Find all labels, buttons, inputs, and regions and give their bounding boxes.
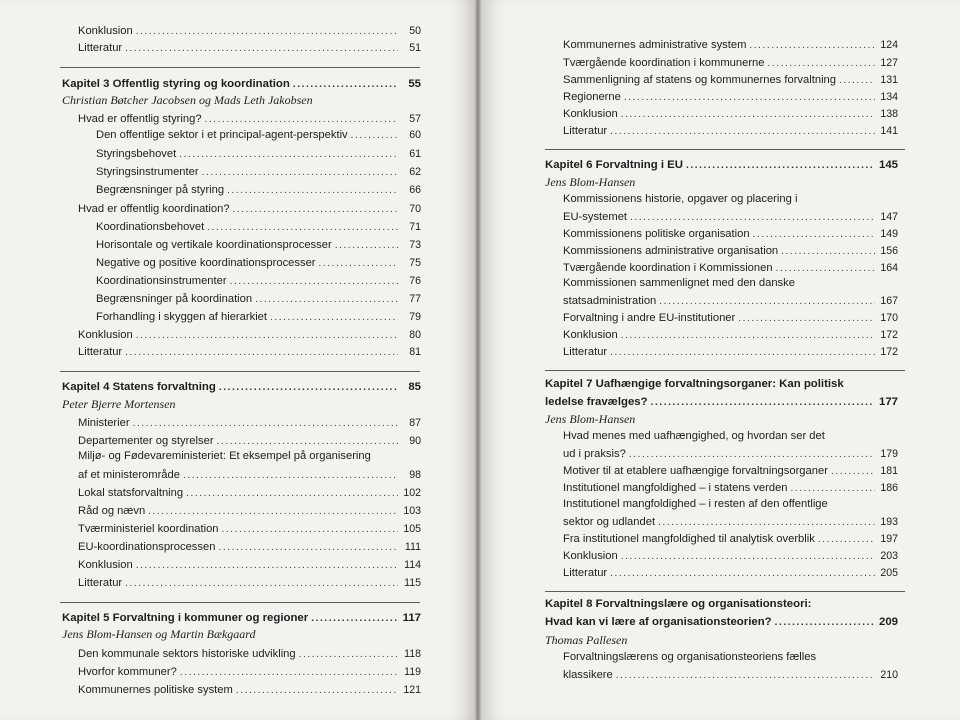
toc-entry [563,107,898,122]
toc-entry-page: 164 [880,262,898,274]
toc-entry [563,515,898,530]
toc-entry-page: 79 [409,311,421,323]
toc-entry-line1: Kommissionen sammenlignet med den danske [563,277,795,289]
chapter-heading-page: 55 [408,78,421,90]
toc-entry-page: 114 [404,559,421,571]
toc-entry [563,668,898,683]
toc-entry [563,311,898,326]
toc-entry-title: Litteratur [78,346,123,358]
toc-entry-page: 115 [404,577,421,589]
toc-entry-page: 90 [409,435,421,447]
toc-entry-title: Styringsbehovet [96,148,177,160]
toc-entry-leader [629,448,875,462]
toc-entry-page: 111 [404,541,421,553]
toc-entry-leader [186,487,398,501]
toc-entry-page: 75 [409,257,421,269]
toc-entry-title: statsadministration [563,295,657,307]
chapter-heading [545,615,898,630]
chapter-heading [545,158,898,173]
toc-entry-leader [217,435,398,449]
toc-entry-leader [738,312,875,326]
toc-entry-page: 172 [880,346,898,358]
toc-entry [563,345,898,360]
toc-entry-title: Litteratur [78,577,123,589]
toc-entry [96,128,421,143]
chapter-authors: Jens Blom-Hansen [545,175,636,189]
toc-entry-leader [205,113,398,127]
toc-entry-line1: Forvaltningslærens og organisationsteoriens fælles [563,651,817,663]
toc-entry-page: 61 [409,148,421,160]
toc-entry-leader [202,166,398,180]
chapter-rule [545,370,905,371]
toc-entry [78,486,421,501]
toc-entry-title: Begrænsninger på koordination [96,293,253,305]
toc-entry-leader [133,417,398,431]
chapter-heading-page: 177 [878,396,898,408]
toc-entry-leader [624,91,875,105]
chapter-heading-leader [651,396,874,410]
toc-entry-line1: Kommissionens historie, opgaver og placering i [563,193,798,205]
toc-entry-page: 77 [409,293,421,305]
right-page [481,0,960,720]
toc-entry-page: 127 [880,57,898,69]
toc-entry-page: 70 [409,203,421,215]
toc-entry-title: Departementer og styrelser [78,435,214,447]
toc-entry-leader [179,148,398,162]
toc-entry [563,481,898,496]
toc-entry [563,38,898,53]
chapter-heading-title: Kapitel 6 Forvaltning i EU [545,159,683,171]
toc-entry-title: Konklusion [563,329,618,341]
left-page [0,0,475,720]
chapter-heading-title: Kapitel 5 Forvaltning i kommuner og regioner [62,612,309,624]
toc-entry [563,56,898,71]
toc-entry-page: 149 [880,228,898,240]
chapter-rule [545,149,905,150]
toc-entry-page: 147 [880,211,898,223]
toc-entry-title: Kommunernes administrative system [563,39,747,51]
chapter-heading-title: Kapitel 3 Offentlig styring og koordination [62,78,290,90]
toc-entry-title: Konklusion [78,329,133,341]
toc-entry [78,328,421,343]
toc-entry-page: 134 [880,91,898,103]
toc-entry-leader [630,211,875,225]
toc-entry-page: 87 [409,417,421,429]
toc-entry [78,41,421,56]
toc-entry-page: 118 [404,648,421,660]
toc-entry-leader [218,541,398,555]
chapter-rule [60,602,420,603]
toc-entry-leader [749,39,875,53]
toc-entry-leader [621,108,875,122]
chapter-heading [62,380,421,395]
chapter-heading-page: 85 [408,381,421,393]
toc-entry [78,112,421,127]
chapter-rule [545,591,905,592]
toc-entry-leader [136,329,398,343]
toc-entry-leader [230,275,398,289]
toc-entry [78,504,421,519]
toc-entry-leader [125,346,398,360]
chapter-heading-leader [219,381,398,395]
toc-entry-leader [659,295,875,309]
toc-entry-line1: Miljø- og Fødevareministeriet: Et eksempel på organisering [78,450,371,462]
toc-entry-leader [319,257,398,271]
toc-entry-leader [767,57,875,71]
toc-entry-title: sektor og udlandet [563,516,656,528]
toc-entry [563,532,898,547]
chapter-heading [62,611,421,626]
toc-entry-title: Konklusion [563,550,618,562]
chapter-rule [60,67,420,68]
toc-entry [78,558,421,573]
toc-entry-page: 141 [880,125,898,137]
toc-entry-leader [125,577,398,591]
toc-entry-page: 62 [409,166,421,178]
toc-entry-title: Tværgående koordination i Kommissionen [563,262,773,274]
toc-entry [96,310,421,325]
toc-entry-page: 186 [880,482,898,494]
toc-entry-title: Sammenligning af statens og kommunernes forvaltning [563,74,836,86]
toc-entry-page: 124 [880,39,898,51]
toc-entry-page: 138 [880,108,898,120]
toc-entry-page: 131 [880,74,898,86]
chapter-heading-leader [686,159,874,173]
toc-entry-leader [839,74,875,88]
toc-entry-title: Den offentlige sektor i et principal-agent-perspektiv [96,129,348,141]
toc-entry-leader [207,221,398,235]
toc-entry-page: 66 [409,184,421,196]
toc-entry-title: Litteratur [563,567,608,579]
toc-entry-title: Motiver til at etablere uafhængige forvaltningsorganer [563,465,828,477]
toc-entry-page: 80 [409,329,421,341]
toc-entry [563,124,898,139]
toc-entry [96,165,421,180]
toc-entry-leader [351,129,398,143]
toc-entry-leader [227,184,398,198]
toc-entry [563,464,898,479]
toc-entry [563,227,898,242]
toc-entry [96,256,421,271]
chapter-rule [60,371,420,372]
toc-entry-title: Negative og positive koordinationsprocesser [96,257,316,269]
toc-entry [563,261,898,276]
toc-entry-page: 105 [403,523,421,535]
toc-entry-title: Kommissionens administrative organisation [563,245,779,257]
toc-entry-leader [621,550,875,564]
toc-entry-title: Begrænsninger på styring [96,184,225,196]
toc-entry-page: 121 [403,684,421,696]
toc-entry-page: 193 [880,516,898,528]
toc-entry-page: 81 [409,346,421,358]
toc-entry-page: 51 [409,42,421,54]
toc-entry-title: Koordinationsinstrumenter [96,275,227,287]
toc-entry [78,202,421,217]
toc-entry-leader [233,203,398,217]
toc-entry-page: 156 [880,245,898,257]
toc-entry-leader [818,533,875,547]
chapter-heading [62,77,421,92]
toc-entry-leader [335,239,398,253]
toc-entry-title: af et ministerområde [78,469,180,481]
chapter-heading-title: Hvad kan vi lære af organisationsteorien? [545,616,772,628]
toc-entry-leader [136,25,398,39]
toc-entry-page: 73 [409,239,421,251]
toc-entry [563,73,898,88]
toc-entry-page: 103 [403,505,421,517]
toc-entry-title: Regionerne [563,91,621,103]
toc-entry-page: 71 [409,221,421,233]
toc-entry [78,24,421,39]
toc-entry-page: 179 [880,448,898,460]
toc-entry-leader [236,684,398,698]
toc-entry-title: Litteratur [563,346,608,358]
toc-entry-page: 205 [880,567,898,579]
toc-entry-page: 172 [880,329,898,341]
toc-entry-title: Råd og nævn [78,505,146,517]
toc-entry-title: Fra institutionel mangfoldighed til analytisk overblik [563,533,815,545]
toc-entry [78,540,421,555]
toc-entry-title: Litteratur [78,42,123,54]
toc-entry-title: Konklusion [563,108,618,120]
toc-entry-leader [270,311,398,325]
toc-entry [563,549,898,564]
chapter-heading-page: 209 [878,616,898,628]
chapter-heading-line1: Kapitel 7 Uafhængige forvaltningsorganer: Kan politisk [545,378,844,390]
chapter-authors: Peter Bjerre Mortensen [62,397,176,411]
toc-entry-title: Forvaltning i andre EU-institutioner [563,312,736,324]
toc-entry-title: Ministerier [78,417,130,429]
toc-entry [78,434,421,449]
chapter-heading-line1: Kapitel 8 Forvaltningslære og organisationsteori: [545,598,812,610]
toc-entry [96,274,421,289]
toc-entry-line1: Institutionel mangfoldighed – i resten af den offentlige [563,498,828,510]
toc-entry-title: Hvad er offentlig koordination? [78,203,230,215]
toc-entry-page: 203 [880,550,898,562]
toc-entry [78,576,421,591]
toc-entry-line1: Hvad menes med uafhængighed, og hvordan ser det [563,430,825,442]
toc-entry-title: Forhandling i skyggen af hierarkiet [96,311,268,323]
toc-entry-page: 76 [409,275,421,287]
toc-entry-page: 119 [404,666,421,678]
toc-entry-title: Den kommunale sektors historiske udvikling [78,648,296,660]
toc-entry [78,647,421,662]
chapter-heading-page: 117 [402,612,421,624]
toc-entry-leader [831,465,875,479]
toc-entry-title: Konklusion [78,559,133,571]
toc-entry-leader [180,666,398,680]
toc-entry-title: Horisontale og vertikale koordinationsprocesser [96,239,332,251]
toc-entry-leader [610,346,875,360]
toc-entry [96,238,421,253]
toc-entry [563,90,898,105]
toc-entry-title: Kommissionens politiske organisation [563,228,750,240]
toc-entry-title: Kommunernes politiske system [78,684,233,696]
toc-entry-page: 210 [880,669,898,681]
toc-entry-title: Styringsinstrumenter [96,166,199,178]
toc-entry-leader [125,42,398,56]
toc-entry-leader [621,329,875,343]
toc-entry-page: 57 [409,113,421,125]
toc-entry-page: 167 [880,295,898,307]
toc-entry [78,522,421,537]
toc-entry-page: 98 [409,469,421,481]
chapter-heading-leader [775,616,874,630]
toc-entry-title: Konklusion [78,25,133,37]
toc-entry-title: EU-koordinationsprocessen [78,541,216,553]
toc-entry-leader [753,228,875,242]
chapter-heading-leader [311,612,397,626]
toc-entry-leader [781,245,875,259]
toc-entry-title: Hvad er offentlig styring? [78,113,202,125]
toc-entry-leader [255,293,398,307]
toc-entry-page: 60 [409,129,421,141]
toc-entry [96,183,421,198]
toc-entry-leader [791,482,875,496]
toc-entry-page: 50 [409,25,421,37]
toc-entry [563,447,898,462]
toc-entry-leader [776,262,875,276]
toc-entry [96,292,421,307]
chapter-heading-leader [293,78,398,92]
chapter-heading-title: ledelse fravælges? [545,396,648,408]
toc-entry-leader [299,648,398,662]
toc-entry [78,665,421,680]
toc-entry [563,566,898,581]
toc-entry-title: EU-systemet [563,211,628,223]
toc-entry-leader [148,505,398,519]
chapter-authors: Jens Blom-Hansen [545,412,636,426]
toc-entry [563,328,898,343]
toc-entry-leader [610,567,875,581]
toc-entry [563,294,898,309]
toc-entry-leader [616,669,875,683]
toc-entry [96,220,421,235]
toc-entry-title: Lokal statsforvaltning [78,487,184,499]
chapter-authors: Jens Blom-Hansen og Martin Bækgaard [62,627,256,641]
toc-entry-leader [610,125,875,139]
toc-entry-title: Tværgående koordination i kommunerne [563,57,765,69]
toc-entry-leader [183,469,398,483]
toc-entry-title: Institutionel mangfoldighed – i statens verden [563,482,788,494]
toc-entry-title: Litteratur [563,125,608,137]
toc-entry [78,345,421,360]
toc-entry [78,416,421,431]
chapter-authors: Christian Bøtcher Jacobsen og Mads Leth Jakobsen [62,93,313,107]
chapter-heading-page: 145 [878,159,898,171]
toc-entry [96,147,421,162]
chapter-authors: Thomas Pallesen [545,633,628,647]
toc-entry-leader [222,523,398,537]
chapter-heading-title: Kapitel 4 Statens forvaltning [62,381,216,393]
toc-entry [78,468,421,483]
toc-entry-leader [658,516,875,530]
toc-entry-page: 197 [880,533,898,545]
toc-entry-title: klassikere [563,669,613,681]
toc-entry-page: 102 [403,487,421,499]
toc-entry-title: Hvorfor kommuner? [78,666,177,678]
toc-entry-title: Tværministeriel koordination [78,523,219,535]
toc-entry [78,683,421,698]
toc-entry [563,244,898,259]
toc-entry-page: 170 [880,312,898,324]
toc-entry-title: ud i praksis? [563,448,626,460]
toc-entry [563,210,898,225]
toc-entry-title: Koordinationsbehovet [96,221,205,233]
toc-entry-leader [136,559,398,573]
chapter-heading [545,395,898,410]
toc-entry-page: 181 [880,465,898,477]
